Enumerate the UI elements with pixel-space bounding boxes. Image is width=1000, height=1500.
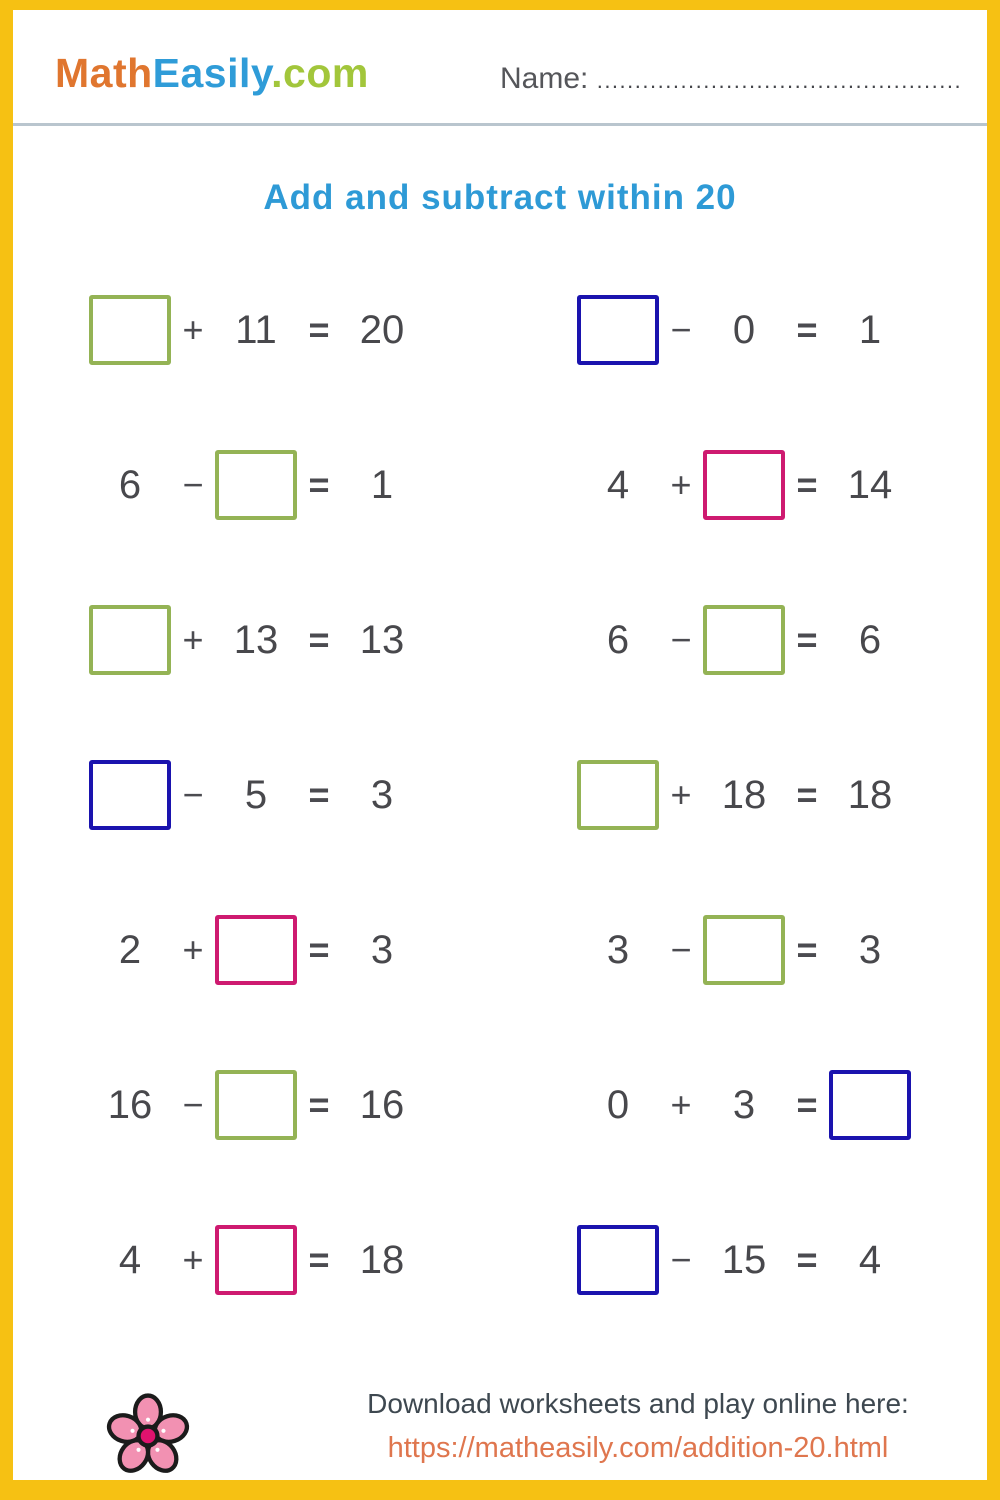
number: 4 bbox=[858, 1237, 882, 1282]
problem-3-left bbox=[88, 562, 424, 717]
answer-box-slot bbox=[829, 1070, 911, 1140]
operator-sign: + bbox=[182, 618, 204, 660]
equals-sign: = bbox=[308, 1083, 330, 1125]
number: 4 bbox=[606, 462, 630, 507]
operator-sign: − bbox=[182, 773, 204, 815]
answer-box-green[interactable] bbox=[215, 1070, 297, 1140]
logo-part-easily: Easily bbox=[152, 50, 272, 96]
equals-sign: = bbox=[796, 308, 818, 350]
equals-sign: = bbox=[308, 308, 330, 350]
number: 3 bbox=[606, 927, 630, 972]
logo-part-math: Math bbox=[55, 50, 153, 96]
equals-sign: = bbox=[308, 463, 330, 505]
answer-box-green[interactable] bbox=[215, 450, 297, 520]
operator-sign: − bbox=[670, 928, 692, 970]
answer-box-slot bbox=[577, 1225, 659, 1295]
operator-sign: + bbox=[182, 928, 204, 970]
operator-sign: + bbox=[182, 1238, 204, 1280]
name-label: Name: bbox=[500, 62, 589, 95]
answer-box-blue[interactable] bbox=[577, 295, 659, 365]
operator-sign: − bbox=[670, 618, 692, 660]
answer-box-slot bbox=[215, 1070, 297, 1140]
name-blank-line: ................................................ bbox=[596, 68, 963, 93]
problem-7-left bbox=[88, 1182, 424, 1337]
footer-download-text: Download worksheets and play online here: bbox=[367, 1388, 909, 1419]
number: 6 bbox=[118, 462, 142, 507]
equals-sign: = bbox=[796, 1238, 818, 1280]
number: 20 bbox=[359, 307, 405, 352]
problem-6-right bbox=[576, 1027, 912, 1182]
number: 4 bbox=[118, 1237, 142, 1282]
problem-4-right bbox=[576, 717, 912, 872]
worksheet-title: Add and subtract within 20 bbox=[263, 178, 737, 217]
answer-box-slot bbox=[703, 915, 785, 985]
operator-sign: + bbox=[670, 1083, 692, 1125]
answer-box-green[interactable] bbox=[89, 295, 171, 365]
problem-5-left bbox=[88, 872, 424, 1027]
answer-box-slot bbox=[577, 760, 659, 830]
number: 1 bbox=[858, 307, 882, 352]
number: 16 bbox=[107, 1082, 153, 1127]
equals-sign: = bbox=[796, 463, 818, 505]
header-divider bbox=[13, 123, 987, 126]
number: 18 bbox=[359, 1237, 405, 1282]
problem-7-right bbox=[576, 1182, 912, 1337]
answer-box-pink[interactable] bbox=[703, 450, 785, 520]
answer-box-slot bbox=[89, 295, 171, 365]
equals-sign: = bbox=[796, 773, 818, 815]
number: 0 bbox=[732, 307, 756, 352]
problem-2-left bbox=[88, 407, 424, 562]
operator-sign: − bbox=[182, 463, 204, 505]
problem-3-right bbox=[576, 562, 912, 717]
number: 13 bbox=[359, 617, 405, 662]
operator-sign: + bbox=[182, 308, 204, 350]
operator-sign: + bbox=[670, 463, 692, 505]
problem-1-right bbox=[576, 252, 912, 407]
number: 16 bbox=[359, 1082, 405, 1127]
problem-2-right bbox=[576, 407, 912, 562]
operator-sign: − bbox=[670, 1238, 692, 1280]
answer-box-blue[interactable] bbox=[829, 1070, 911, 1140]
answer-box-slot bbox=[703, 605, 785, 675]
answer-box-slot bbox=[703, 450, 785, 520]
number: 3 bbox=[370, 772, 394, 817]
equals-sign: = bbox=[796, 618, 818, 660]
answer-box-blue[interactable] bbox=[89, 760, 171, 830]
answer-box-green[interactable] bbox=[89, 605, 171, 675]
answer-box-slot bbox=[577, 295, 659, 365]
name-field bbox=[500, 62, 962, 96]
problem-1-left bbox=[88, 252, 424, 407]
equals-sign: = bbox=[308, 773, 330, 815]
logo-part-com: .com bbox=[271, 50, 369, 96]
number: 18 bbox=[847, 772, 893, 817]
problem-6-left bbox=[88, 1027, 424, 1182]
footer-link[interactable]: https://matheasily.com/addition-20.html bbox=[387, 1432, 889, 1464]
number: 15 bbox=[721, 1237, 767, 1282]
cherry-blossom-icon bbox=[105, 1393, 191, 1479]
answer-box-slot bbox=[215, 915, 297, 985]
equals-sign: = bbox=[796, 1083, 818, 1125]
number: 6 bbox=[606, 617, 630, 662]
answer-box-green[interactable] bbox=[703, 605, 785, 675]
answer-box-slot bbox=[215, 450, 297, 520]
equals-sign: = bbox=[308, 618, 330, 660]
problems-grid bbox=[13, 252, 912, 1337]
site-logo bbox=[55, 50, 369, 97]
equals-sign: = bbox=[308, 928, 330, 970]
answer-box-blue[interactable] bbox=[577, 1225, 659, 1295]
answer-box-pink[interactable] bbox=[215, 1225, 297, 1295]
operator-sign: − bbox=[182, 1083, 204, 1125]
operator-sign: − bbox=[670, 308, 692, 350]
answer-box-green[interactable] bbox=[577, 760, 659, 830]
answer-box-slot bbox=[89, 760, 171, 830]
number: 1 bbox=[370, 462, 394, 507]
number: 3 bbox=[370, 927, 394, 972]
number: 18 bbox=[721, 772, 767, 817]
equals-sign: = bbox=[308, 1238, 330, 1280]
number: 6 bbox=[858, 617, 882, 662]
answer-box-pink[interactable] bbox=[215, 915, 297, 985]
number: 3 bbox=[732, 1082, 756, 1127]
number: 14 bbox=[847, 462, 893, 507]
problem-5-right bbox=[576, 872, 912, 1027]
answer-box-green[interactable] bbox=[703, 915, 785, 985]
number: 0 bbox=[606, 1082, 630, 1127]
problem-4-left bbox=[88, 717, 424, 872]
number: 3 bbox=[858, 927, 882, 972]
number: 13 bbox=[233, 617, 279, 662]
number: 2 bbox=[118, 927, 142, 972]
worksheet-page bbox=[13, 10, 987, 1480]
number: 5 bbox=[244, 772, 268, 817]
equals-sign: = bbox=[796, 928, 818, 970]
footer bbox=[323, 1388, 953, 1465]
answer-box-slot bbox=[215, 1225, 297, 1295]
number: 11 bbox=[235, 307, 277, 352]
answer-box-slot bbox=[89, 605, 171, 675]
operator-sign: + bbox=[670, 773, 692, 815]
